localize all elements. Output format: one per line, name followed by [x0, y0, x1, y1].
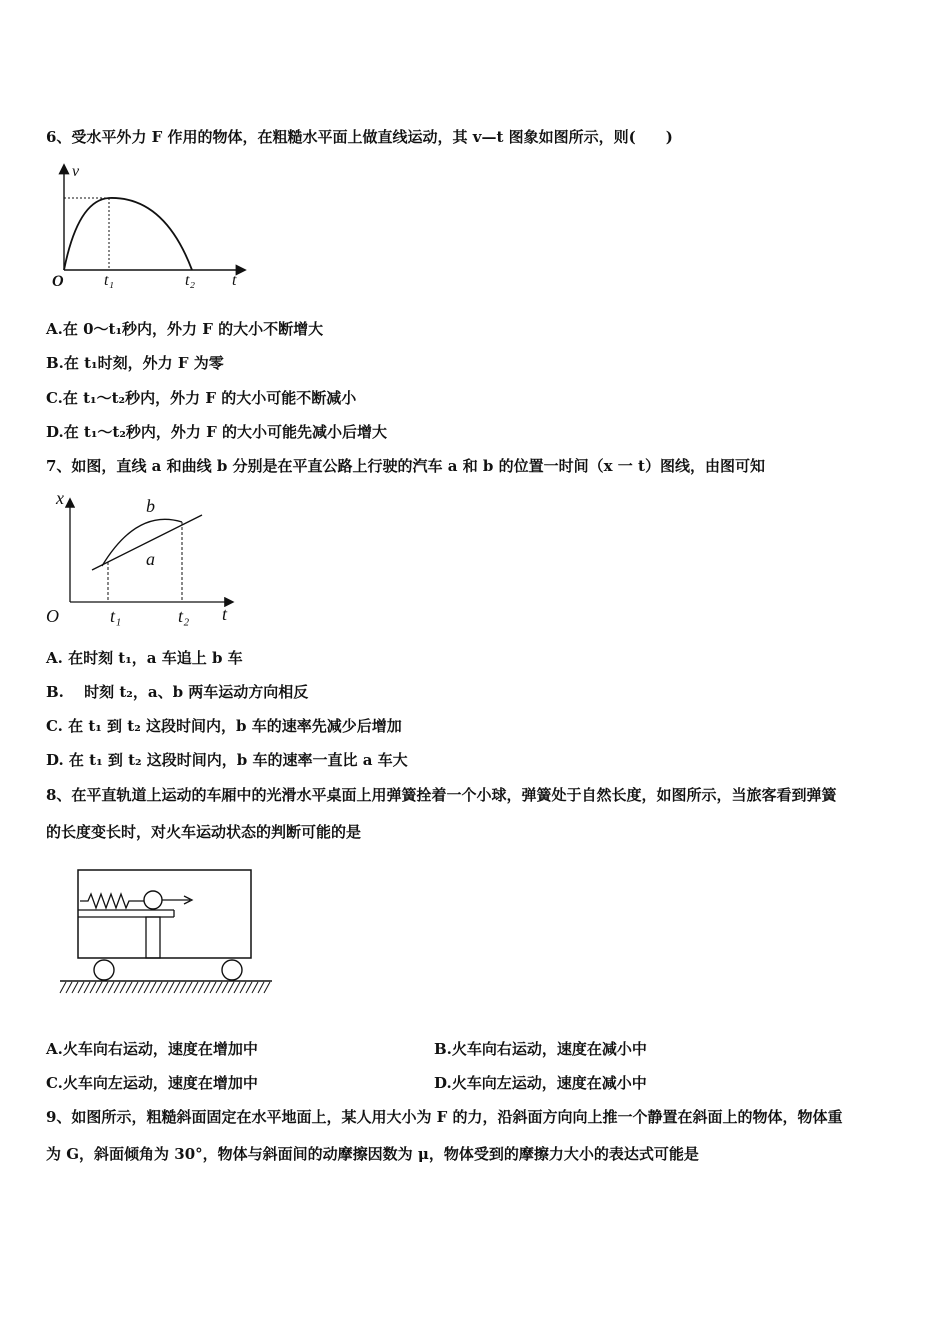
- q7-x-label: x: [56, 488, 64, 508]
- q6-vt-graph: [44, 158, 259, 293]
- q7-t1-label: t₁: [110, 606, 122, 626]
- q9-stem-line2: 为 G，斜面倾角为 30°，物体与斜面间的动摩擦因数为 μ，物体受到的摩擦力大小的表达式可能是: [46, 1145, 699, 1163]
- q8-left-wheel: [94, 960, 114, 980]
- q6-vt-curve: [64, 198, 192, 270]
- q7-t-label: t: [222, 604, 228, 624]
- q7-option-c: C. 在 t₁ 到 t₂ 这段时间内，b 车的速率先减少后增加: [46, 717, 402, 735]
- q6-origin-label: O: [52, 273, 64, 290]
- q8-ball: [144, 891, 162, 909]
- q7-option-a: A. 在时刻 t₁，a 车追上 b 车: [46, 649, 243, 667]
- q8-table-leg: [146, 917, 160, 958]
- q6-option-c: C.在 t₁～t₂秒内，外力 F 的大小可能不断减小: [46, 389, 357, 407]
- q8-option-c: C.火车向左运动，速度在增加中: [46, 1074, 258, 1092]
- q6-option-b: B.在 t₁时刻，外力 F 为零: [46, 354, 224, 372]
- q7-a-label: a: [146, 549, 155, 569]
- q8-stem-line2: 的长度变长时，对火车运动状态的判断可能的是: [46, 823, 362, 841]
- q6-t-label: t: [232, 272, 237, 289]
- q8-train-figure: [56, 866, 276, 998]
- q7-option-b: B. 时刻 t₂，a、b 两车运动方向相反: [46, 683, 309, 701]
- q6-option-a: A.在 0～t₁秒内，外力 F 的大小不断增大: [46, 320, 324, 338]
- q6-option-d: D.在 t₁～t₂秒内，外力 F 的大小可能先减小后增大: [46, 423, 388, 441]
- q6-t1-label: t₁: [104, 272, 115, 289]
- q6-t2-label: t₂: [185, 272, 196, 289]
- q7-origin-label: O: [46, 606, 59, 626]
- q8-spring: [80, 894, 144, 908]
- q9-stem-line1: 9、如图所示，粗糙斜面固定在水平地面上，某人用大小为 F 的力，沿斜面方向向上推一个静置在斜面上的物体，物体重: [46, 1108, 843, 1126]
- q8-carriage: [78, 870, 251, 958]
- q6-v-label: v: [72, 163, 80, 180]
- q8-option-b: B.火车向右运动，速度在减小中: [434, 1040, 647, 1058]
- q7-xt-graph: [42, 488, 242, 633]
- q8-option-a: A.火车向右运动，速度在增加中: [46, 1040, 258, 1058]
- q7-stem: 7、如图，直线 a 和曲线 b 分别是在平直公路上行驶的汽车 a 和 b 的位置一时间（x 一 t）图线，由图可知: [46, 457, 765, 475]
- q6-stem: 6、受水平外力 F 作用的物体，在粗糙水平面上做直线运动，其 v—t 图象如图所示，则( ): [46, 128, 673, 146]
- q8-stem-line1: 8、在平直轨道上运动的车厢中的光滑水平桌面上用弹簧拴着一个小球，弹簧处于自然长度，如图所示，当旅客看到弹簧: [46, 786, 837, 804]
- q8-right-wheel: [222, 960, 242, 980]
- q8-option-d: D.火车向左运动，速度在减小中: [434, 1074, 647, 1092]
- q7-b-label: b: [146, 496, 155, 516]
- q8-ground-hatching: [60, 982, 270, 993]
- q7-option-d: D. 在 t₁ 到 t₂ 这段时间内，b 车的速率一直比 a 车大: [46, 751, 408, 769]
- q7-t2-label: t₂: [178, 606, 190, 626]
